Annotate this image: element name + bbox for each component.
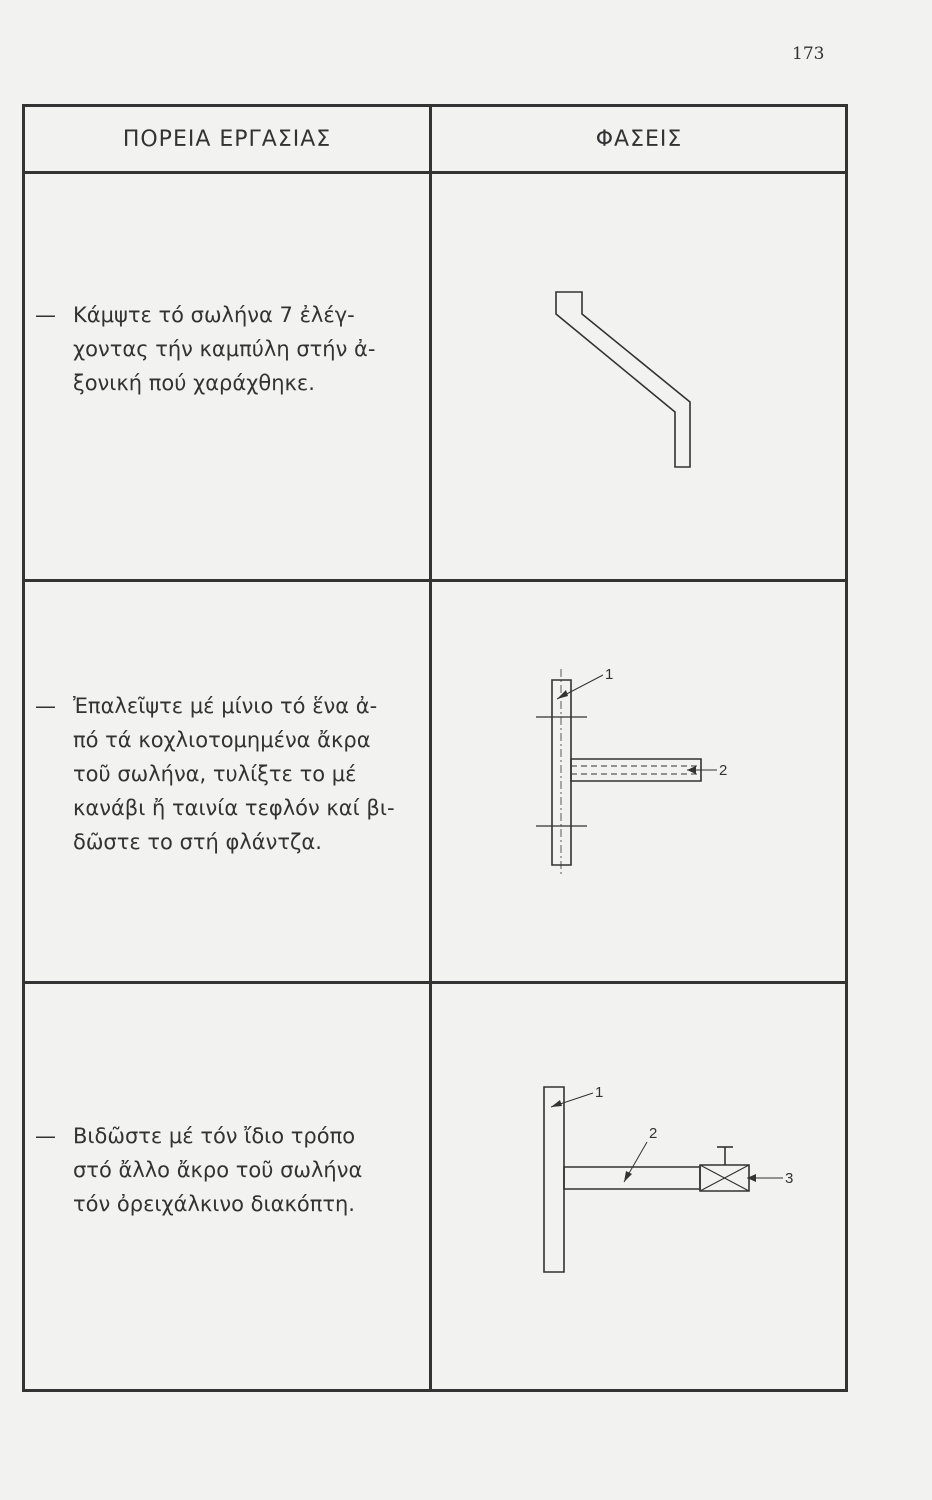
flange-drawing: [544, 1087, 564, 1272]
pipe-drawing: [564, 1167, 700, 1189]
header-procedure: ΠΟΡΕΙΑ ΕΡΓΑΣΙΑΣ: [122, 126, 332, 152]
header-phases: ΦΑΣΕΙΣ: [595, 126, 683, 152]
page-number: 173: [792, 44, 825, 64]
callout-label-1: 1: [605, 666, 614, 683]
bullet-dash: —: [35, 303, 56, 327]
callout-label-2: 2: [649, 1125, 658, 1142]
row-1-instruction: Κάμψτε τό σωλήνα 7 ἐλέγ- χοντας τήν καμπύλη στήν ἀ- ξονική πού χαράχθηκε.: [73, 303, 376, 395]
bullet-dash: —: [35, 694, 56, 718]
callout-label-3: 3: [785, 1170, 794, 1187]
procedure-table: [22, 104, 848, 1392]
callout-label-2: 2: [719, 762, 728, 779]
row-3-instruction: Βιδῶστε μέ τόν ἴδιο τρόπο στό ἄλλο ἄκρο τοῦ σωλήνα τόν ὀρειχάλκινο διακόπτη.: [73, 1124, 363, 1216]
valve-assembly-figure: [25, 107, 851, 1395]
callout-label-1: 1: [595, 1084, 604, 1101]
row-2-instruction: Ἐπαλεῖψτε μέ μίνιο τό ἕνα ἀ- πό τά κοχλιοτομημένα ἄκρα τοῦ σωλήνα, τυλίξτε το μέ κανάβι ἤ ταινία τεφλόν καί βι- δῶστε το στή φλάντζα.: [73, 694, 395, 854]
bullet-dash: —: [35, 1124, 56, 1148]
